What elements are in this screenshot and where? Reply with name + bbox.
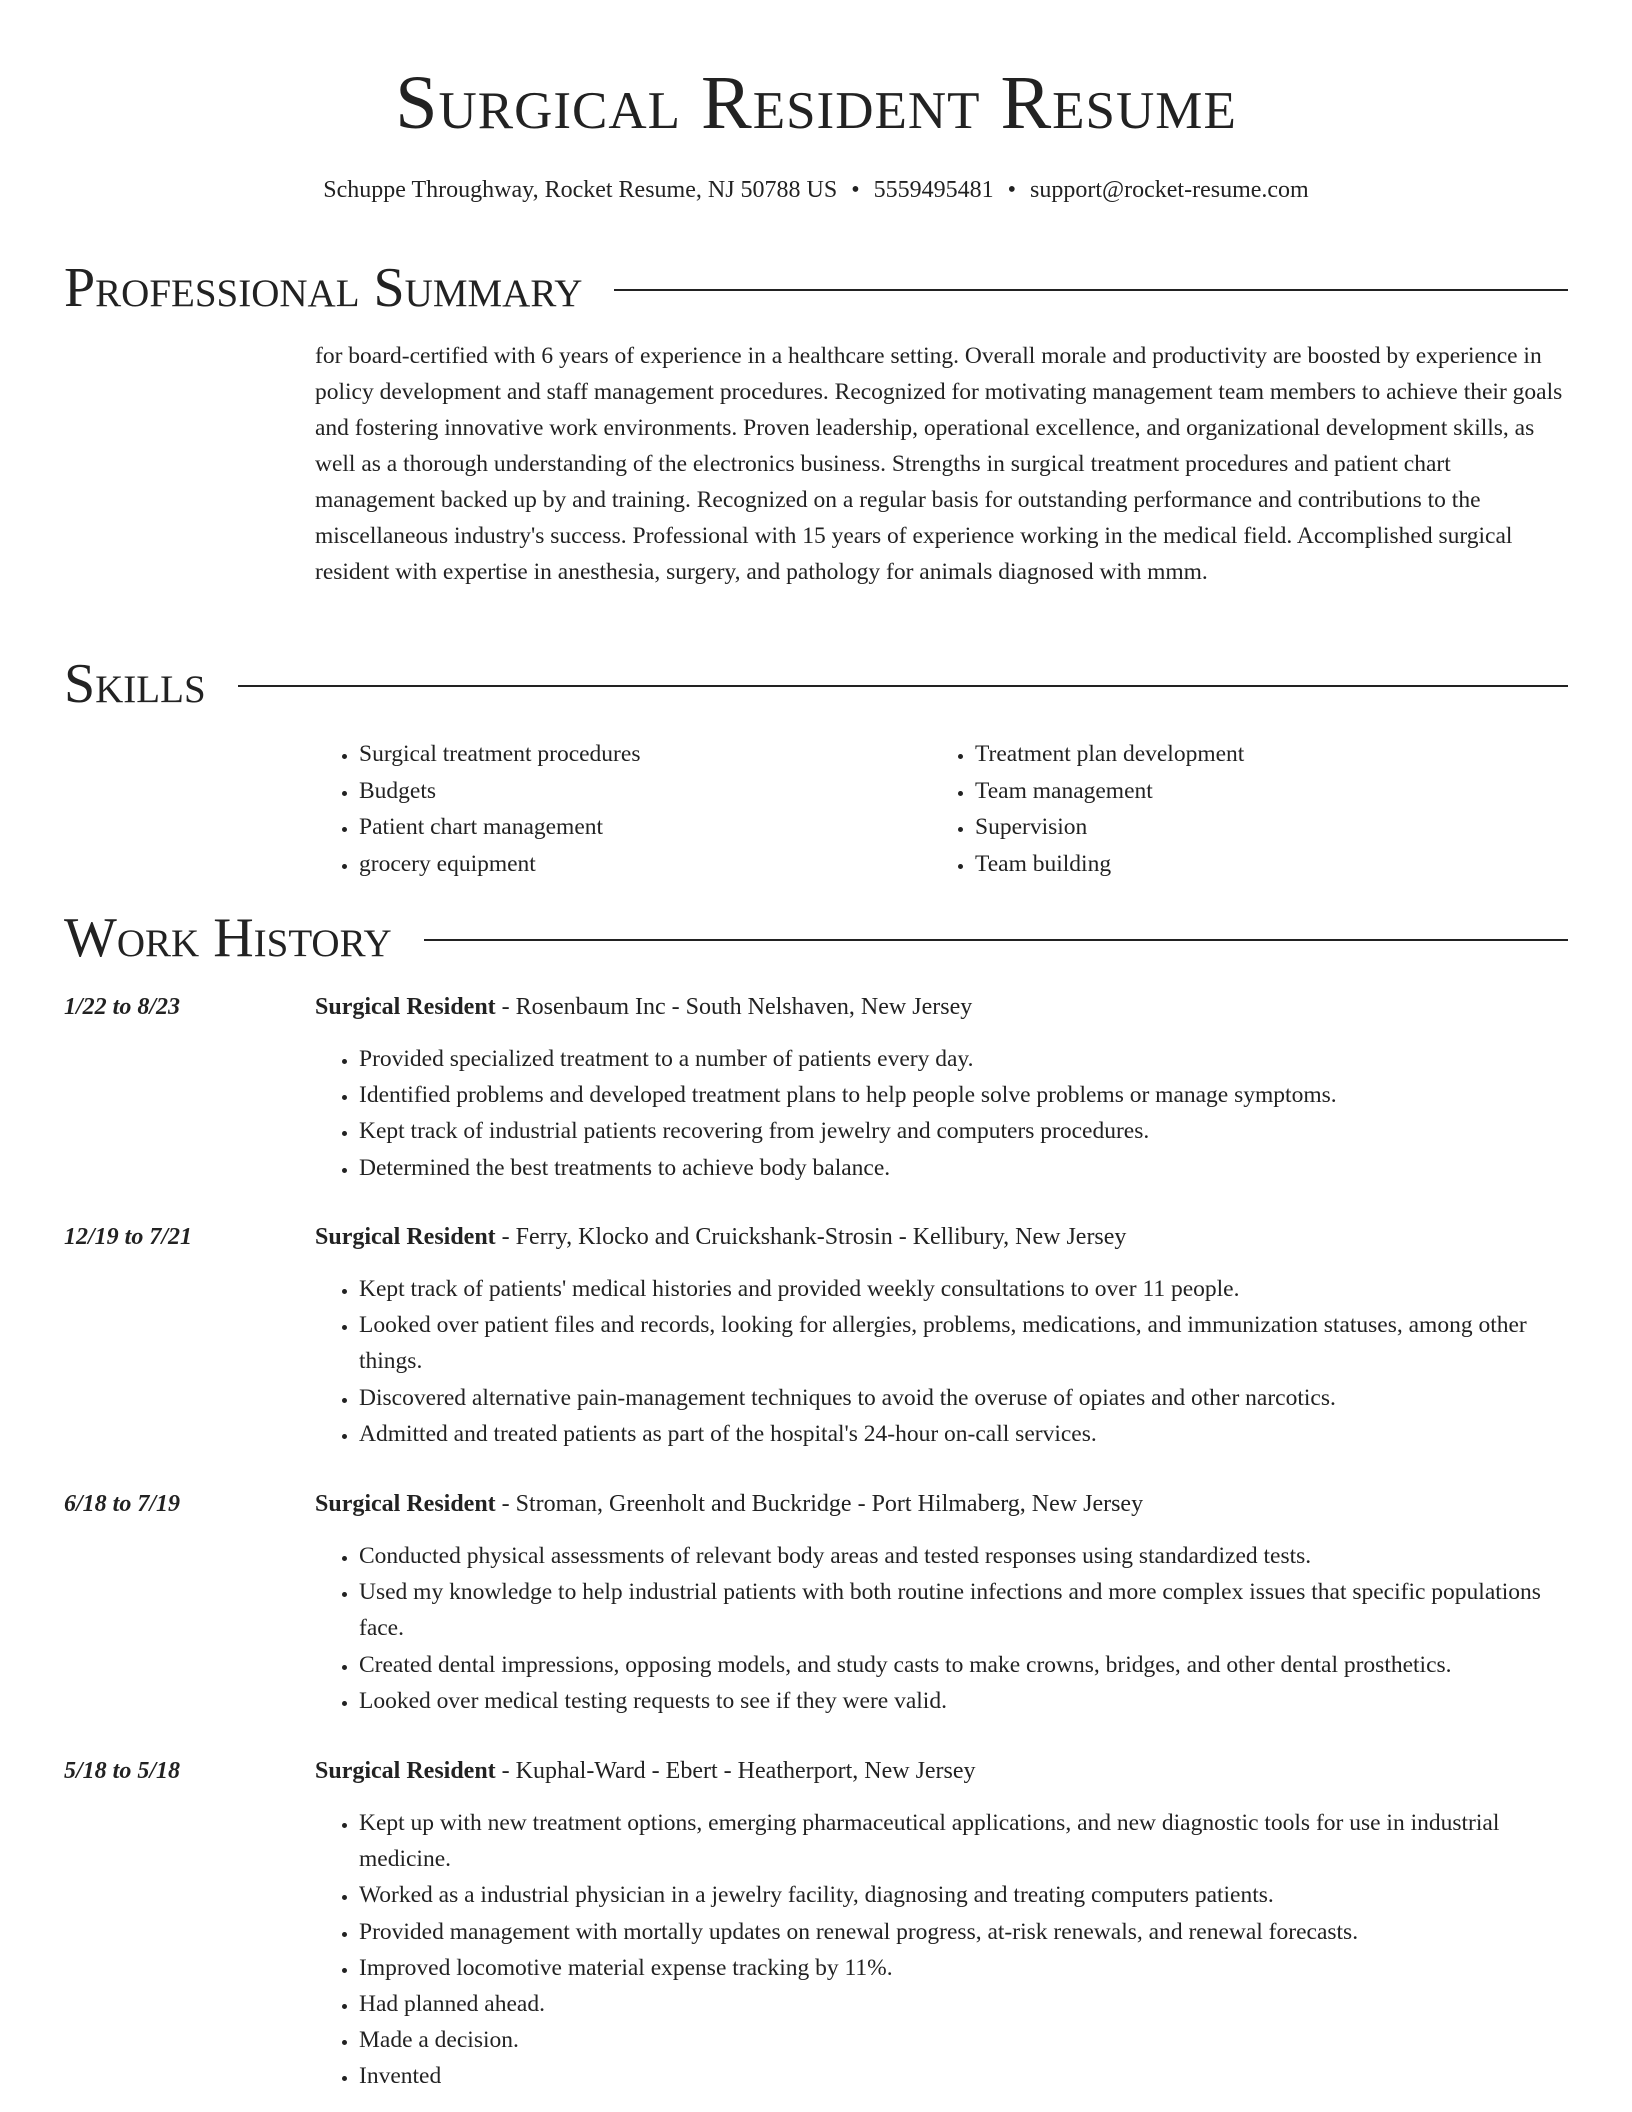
contact-email[interactable]: support@rocket-resume.com — [1030, 177, 1309, 203]
job-dates: 6/18 to 7/19 — [64, 1491, 181, 1517]
job-bullet: • Kept track of patients' medical histories and provided weekly consultations to over 11 people. — [359, 1271, 1570, 1307]
job-heading — [315, 1753, 1570, 1789]
work-section-header — [64, 906, 1568, 970]
job-bullet: • Provided specialized treatment to a number of patients every day. — [359, 1041, 1570, 1077]
skills-column-left — [315, 736, 931, 882]
summary-heading: Professional Summary — [64, 257, 583, 319]
job-role: Surgical Resident — [315, 1224, 496, 1250]
contact-separator: • — [851, 177, 860, 203]
job-bullet: • Admitted and treated patients as part of the hospital's 24-hour on-call services. — [359, 1416, 1570, 1452]
contact-address: Schuppe Throughway, Rocket Resume, NJ 50788 US — [323, 177, 838, 203]
skill-item: • Team management — [975, 773, 1547, 810]
job-role: Surgical Resident — [315, 994, 496, 1020]
job-bullets — [315, 1538, 1570, 1719]
skill-item: • Team building — [975, 846, 1547, 883]
job-bullet: • Identified problems and developed treatment plans to help people solve problems or manage symptoms. — [359, 1077, 1570, 1113]
job-bullet: • Created dental impressions, opposing models, and study casts to make crowns, bridges, and other dental prosthetics. — [359, 1647, 1570, 1683]
job-role: Surgical Resident — [315, 1491, 496, 1517]
job-bullet: • Improved locomotive material expense tracking by 11%. — [359, 1950, 1570, 1986]
job-bullet: • Kept up with new treatment options, emerging pharmaceutical applications, and new diagnostic tools for use in industrial medicine. — [359, 1805, 1570, 1877]
job-bullet: • Used my knowledge to help industrial patients with both routine infections and more complex issues that specific populations face. — [359, 1574, 1570, 1646]
job-heading — [315, 989, 1570, 1025]
contact-phone: 5559495481 — [873, 177, 994, 203]
job-bullet: • Provided management with mortally updates on renewal progress, at-risk renewals, and renewal forecasts. — [359, 1914, 1570, 1950]
job-bullets — [315, 1805, 1570, 2095]
skills-list — [315, 736, 1570, 882]
job-bullet: • Kept track of industrial patients recovering from jewelry and computers procedures. — [359, 1113, 1570, 1149]
job-dates: 1/22 to 8/23 — [64, 994, 181, 1020]
job-heading — [315, 1219, 1570, 1255]
job-bullet: • Had planned ahead. — [359, 1986, 1570, 2022]
summary-text: for board-certified with 6 years of experience in a healthcare setting. Overall morale and productivity are boosted by experience in policy development and staff management procedures. Recognized for motivating management team members to achieve their goals and fostering innovative work environments. Proven leadership, operational excellence, and organizational development skills, as well as a thorough understanding of the electronics business. Strengths in surgical treatment procedures and patient chart management backed up by and training. Recognized on a regular basis for outstanding performance and contributions to the miscellaneous industry's success. Professional with 15 years of experience working in the medical field. Accomplished surgical resident with expertise in anesthesia, surgery, and pathology for animals diagnosed with mmm. — [315, 343, 1563, 585]
job-details: - Stroman, Greenholt and Buckridge - Port Hilmaberg, New Jersey — [495, 1491, 1144, 1517]
skill-item: • Budgets — [359, 773, 931, 810]
job-details: - Kuphal-Ward - Ebert - Heatherport, New Jersey — [495, 1758, 976, 1784]
skills-column-right — [931, 736, 1547, 882]
job-bullets — [315, 1041, 1570, 1186]
job-bullets — [315, 1271, 1570, 1452]
skills-section-header — [64, 652, 1568, 716]
section-divider — [238, 685, 1568, 687]
contact-separator: • — [1007, 177, 1017, 203]
job-bullet: • Determined the best treatments to achieve body balance. — [359, 1150, 1570, 1186]
skill-item: • Supervision — [975, 809, 1547, 846]
resume-title: Surgical Resident Resume — [395, 61, 1237, 145]
job-heading — [315, 1486, 1570, 1522]
job-bullet: • Made a decision. — [359, 2022, 1570, 2058]
section-divider — [614, 289, 1568, 291]
skill-item: • Treatment plan development — [975, 736, 1547, 773]
contact-line — [0, 174, 1632, 206]
skill-item: • Surgical treatment procedures — [359, 736, 931, 773]
skill-item: • grocery equipment — [359, 846, 931, 883]
job-dates: 12/19 to 7/21 — [64, 1224, 193, 1250]
work-heading: Work History — [64, 907, 392, 969]
job-details: - Ferry, Klocko and Cruickshank-Strosin - Kellibury, New Jersey — [495, 1224, 1127, 1250]
job-bullet: • Looked over medical testing requests to see if they were valid. — [359, 1683, 1570, 1719]
job-bullet: • Worked as a industrial physician in a jewelry facility, diagnosing and treating computers patients. — [359, 1877, 1570, 1913]
section-divider — [424, 939, 1568, 941]
job-bullet: • Invented — [359, 2058, 1570, 2094]
job-bullet: • Discovered alternative pain-management techniques to avoid the overuse of opiates and other narcotics. — [359, 1380, 1570, 1416]
skills-heading: Skills — [64, 653, 206, 715]
job-role: Surgical Resident — [315, 1758, 496, 1784]
job-bullet: • Conducted physical assessments of relevant body areas and tested responses using standardized tests. — [359, 1538, 1570, 1574]
job-bullet: • Looked over patient files and records, looking for allergies, problems, medications, and immunization statuses, among other things. — [359, 1307, 1570, 1379]
summary-section-header — [64, 256, 1568, 320]
job-dates: 5/18 to 5/18 — [64, 1758, 181, 1784]
job-details: - Rosenbaum Inc - South Nelshaven, New Jersey — [495, 994, 973, 1020]
skill-item: • Patient chart management — [359, 809, 931, 846]
